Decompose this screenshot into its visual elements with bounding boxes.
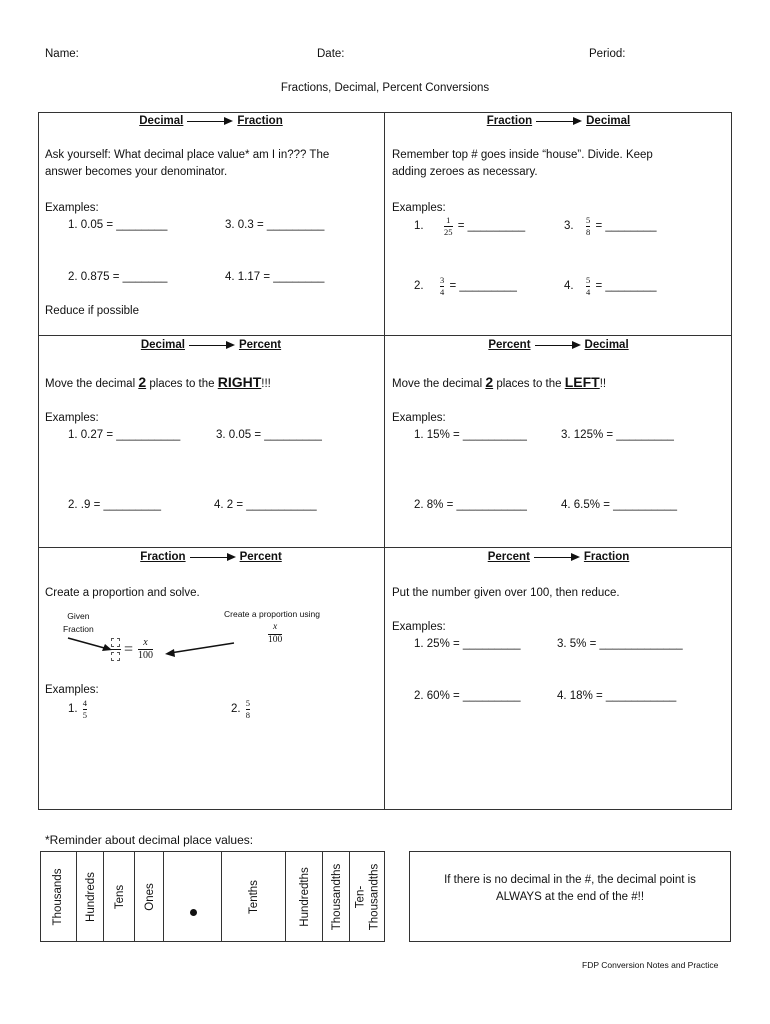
panel-dec-to-pct-heading — [38, 339, 384, 351]
instruction-text: Move the decimal — [45, 378, 139, 390]
example-item: 2. .9 = _________ — [68, 499, 162, 511]
example-item: 4. 2 = ___________ — [214, 499, 317, 511]
denominator: 100 — [138, 650, 154, 661]
numerator: 5 — [586, 275, 591, 285]
date-label: Date: — [317, 48, 345, 60]
instruction-line — [392, 374, 606, 390]
instruction-line: Create a proportion and solve. — [45, 587, 200, 599]
numerator: 4 — [82, 698, 88, 708]
reminder-title: *Reminder about decimal place values: — [45, 833, 254, 847]
example-item: 2. 8% = ___________ — [414, 499, 527, 511]
instruction-line: answer becomes your denominator. — [45, 166, 228, 178]
numerator: 1 — [446, 215, 451, 225]
heading-to: Fraction — [237, 115, 283, 127]
footer-note: FDP Conversion Notes and Practice — [582, 960, 719, 970]
name-label: Name: — [45, 48, 79, 60]
instruction-text: !!! — [261, 378, 271, 390]
equals-sign: = — [124, 640, 134, 658]
examples-label: Examples: — [392, 621, 446, 633]
example-item: 3. 125% = _________ — [561, 429, 674, 441]
heading-to: Decimal — [584, 339, 629, 351]
place-label: Tens — [113, 884, 126, 909]
example-number: 3. — [564, 220, 574, 233]
reduce-note: Reduce if possible — [45, 305, 139, 317]
arrow-right-icon — [190, 553, 236, 561]
grid-divider-row1 — [38, 335, 732, 336]
answer-blank: = _________ — [457, 220, 526, 233]
example-item: 3. 0.3 = _________ — [225, 219, 325, 231]
heading-from: Fraction — [140, 551, 186, 563]
examples-label: Examples: — [45, 412, 99, 424]
example-item: 1. 0.05 = ________ — [68, 219, 168, 231]
place-value-cell — [76, 851, 104, 942]
numerator: 5 — [245, 698, 251, 708]
example-item — [231, 699, 252, 719]
place-value-cell — [134, 851, 164, 942]
example-item: 4. 1.17 = ________ — [225, 271, 325, 283]
examples-label: Examples: — [392, 202, 446, 214]
example-item — [68, 699, 89, 719]
instruction-text: places to the — [493, 378, 565, 390]
examples-label: Examples: — [392, 412, 446, 424]
place-value-cell — [349, 851, 386, 942]
note-line: If there is no decimal in the #, the decimal point is — [444, 874, 696, 886]
heading-to: Fraction — [583, 551, 630, 563]
place-value-cell — [221, 851, 286, 942]
place-label: Thousands — [51, 868, 64, 925]
place-label: Tenths — [247, 879, 260, 914]
grid-divider-vertical — [384, 112, 385, 810]
arrow-right-icon — [534, 553, 580, 561]
decimal-note-box — [409, 851, 731, 942]
arrow-head-icon — [165, 649, 175, 657]
examples-label: Examples: — [45, 684, 99, 696]
place-value-cell — [322, 851, 350, 942]
heading-from: Percent — [487, 551, 530, 563]
proportion-label: Create a proportion using — [224, 609, 320, 619]
example-item: 3. 5% = _____________ — [557, 638, 683, 650]
example-number: 2. — [231, 703, 241, 716]
fraction — [586, 216, 590, 236]
arrow-right-icon — [535, 341, 581, 349]
numerator: x — [273, 622, 278, 632]
heading-from: Decimal — [139, 115, 184, 127]
placeholder-box — [111, 652, 120, 661]
label-line: Thousandths — [369, 863, 381, 930]
denominator: 5 — [82, 709, 88, 720]
numerator: 3 — [440, 275, 445, 285]
example-number: 1. — [414, 220, 424, 233]
emphasis-number: 2 — [485, 374, 494, 390]
place-value-cell — [40, 851, 76, 942]
fraction — [444, 216, 453, 236]
instruction-line: Ask yourself: What decimal place value* am I in??? The — [45, 149, 330, 161]
place-label — [354, 863, 383, 930]
fraction — [246, 699, 250, 719]
emphasis-direction: LEFT — [564, 374, 600, 390]
label-line: Given — [67, 611, 90, 621]
example-item — [564, 216, 657, 236]
denominator: 100 — [268, 634, 283, 645]
denominator: 4 — [586, 286, 591, 297]
arrow-line — [68, 638, 108, 649]
placeholder-fraction — [110, 638, 121, 661]
instruction-line — [45, 374, 271, 390]
instruction-line: adding zeroes as necessary. — [392, 166, 538, 178]
decimal-note — [410, 872, 730, 906]
example-item: 2. 60% = _________ — [414, 690, 521, 702]
place-label: Hundredths — [298, 866, 311, 927]
fraction — [83, 699, 87, 719]
place-value-cell — [285, 851, 323, 942]
fraction — [138, 638, 153, 661]
denominator: 8 — [586, 226, 591, 237]
example-number: 4. — [564, 280, 574, 293]
example-item: 2. 0.875 = _______ — [68, 271, 168, 283]
place-label: Ones — [143, 882, 156, 911]
instruction-line: Remember top # goes inside “house”. Divide. Keep — [392, 149, 653, 161]
example-item — [414, 216, 525, 236]
period-label: Period: — [589, 48, 626, 60]
place-value-cell — [103, 851, 135, 942]
answer-blank: = ________ — [595, 280, 657, 293]
instruction-text: !! — [599, 378, 607, 390]
denominator: 8 — [245, 709, 251, 720]
example-item: 1. 15% = __________ — [414, 429, 527, 441]
decimal-point-icon — [190, 909, 197, 916]
arrow-line — [170, 643, 234, 653]
heading-to: Decimal — [586, 115, 631, 127]
numerator: x — [143, 637, 148, 648]
place-label: Thousandths — [330, 863, 343, 930]
label-line: Fraction — [63, 623, 94, 634]
place-label: Hundreds — [84, 871, 97, 922]
panel-frac-to-pct-heading — [38, 551, 384, 563]
placeholder-box — [111, 638, 120, 647]
example-item: 1. 25% = _________ — [414, 638, 521, 650]
panel-pct-to-frac-heading — [385, 551, 732, 563]
example-item: 1. 0.27 = __________ — [68, 429, 181, 441]
denominator: 25 — [444, 226, 453, 237]
heading-from: Fraction — [486, 115, 533, 127]
heading-from: Percent — [488, 339, 531, 351]
heading-from: Decimal — [140, 339, 185, 351]
proportion-equation — [110, 638, 155, 661]
denominator: 4 — [440, 286, 445, 297]
example-item: 3. 0.05 = _________ — [216, 429, 322, 441]
examples-label: Examples: — [45, 202, 99, 214]
emphasis-number: 2 — [138, 374, 147, 390]
fraction — [586, 276, 590, 296]
grid-divider-row2 — [38, 547, 732, 548]
example-item: 4. 6.5% = __________ — [561, 499, 678, 511]
example-number: 1. — [68, 703, 78, 716]
emphasis-direction: RIGHT — [217, 374, 262, 390]
proportion-arrows — [38, 630, 384, 670]
instruction-line: Put the number given over 100, then reduce. — [392, 587, 620, 599]
instruction-text: Move the decimal — [392, 378, 486, 390]
decimal-point-cell — [163, 851, 222, 942]
note-line: ALWAYS at the end of the #!! — [495, 891, 645, 903]
answer-blank: = _________ — [449, 280, 517, 293]
panel-frac-to-dec-heading — [385, 115, 732, 127]
example-item — [414, 276, 517, 296]
example-item: 4. 18% = ___________ — [557, 690, 677, 702]
numerator: 5 — [586, 215, 591, 225]
arrow-right-icon — [187, 117, 233, 125]
panel-dec-to-frac-heading — [38, 115, 384, 127]
page-title: Fractions, Decimal, Percent Conversions — [280, 82, 490, 94]
fraction — [440, 276, 444, 296]
instruction-text: places to the — [146, 378, 218, 390]
heading-to: Percent — [238, 339, 282, 351]
answer-blank: = ________ — [595, 220, 657, 233]
example-number: 2. — [414, 280, 424, 293]
example-item — [564, 276, 657, 296]
label-line: Ten- — [354, 885, 367, 908]
arrow-right-icon — [189, 341, 235, 349]
arrow-right-icon — [536, 117, 582, 125]
heading-to: Percent — [239, 551, 282, 563]
panel-pct-to-dec-heading — [385, 339, 732, 351]
